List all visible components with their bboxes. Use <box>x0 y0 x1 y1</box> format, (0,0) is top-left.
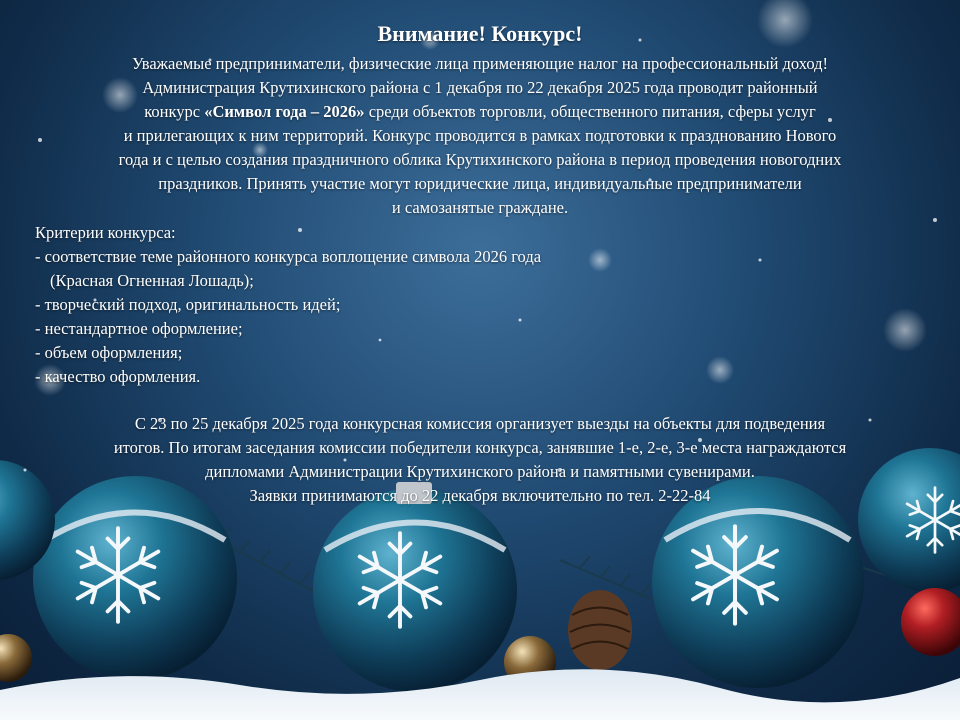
intro-line: года и с целью создания праздничного облика Крутихинского района в период проведения новогодних <box>118 150 842 169</box>
criteria-item: - качество оформления. <box>35 367 201 386</box>
intro-line: и самозанятые граждане. <box>391 198 569 217</box>
intro-line <box>20 100 940 124</box>
criteria-item: - нестандартное оформление; <box>35 319 243 338</box>
intro-text: среди объектов торговли, общественного питания, сферы услуг <box>364 102 816 121</box>
criteria-heading: Критерии конкурса: <box>35 223 176 242</box>
intro-line: Администрация Крутихинского района с 1 декабря по 22 декабря 2025 года проводит районный <box>142 78 818 97</box>
intro-line: праздников. Принять участие могут юридические лица, индивидуальные предприниматели <box>158 174 802 193</box>
closing-line: С 23 по 25 декабря 2025 года конкурсная комиссия организует выезды на объекты для подведения <box>134 414 826 433</box>
contest-name: «Символ года – 2026» <box>204 102 365 121</box>
criteria-item: - объем оформления; <box>35 343 183 362</box>
announcement-title: Внимание! Конкурс! <box>377 21 583 46</box>
closing-line: дипломами Администрации Крутихинского района и памятными сувенирами. <box>205 462 755 481</box>
intro-line: и прилегающих к ним территорий. Конкурс проводится в рамках подготовки к празднованию Нового <box>123 126 837 145</box>
closing-line: Заявки принимаются до 22 декабря включительно по тел. 2-22-84 <box>249 486 711 505</box>
criteria-item: (Красная Огненная Лошадь); <box>50 271 254 290</box>
announcement-intro <box>20 52 940 220</box>
intro-line: Уважаемые предприниматели, физические лица применяющие налог на профессиональный доход! <box>131 54 829 73</box>
criteria-item: - творческий подход, оригинальность идей; <box>35 295 341 314</box>
closing-line: итогов. По итогам заседания комиссии победители конкурса, занявшие 1-е, 2-е, 3-е места награждаются <box>113 438 847 457</box>
intro-text: конкурс <box>144 102 205 121</box>
contest-criteria <box>35 221 735 389</box>
announcement-closing <box>20 412 940 508</box>
criteria-item: - соответствие теме районного конкурса воплощение символа 2026 года <box>35 247 542 266</box>
